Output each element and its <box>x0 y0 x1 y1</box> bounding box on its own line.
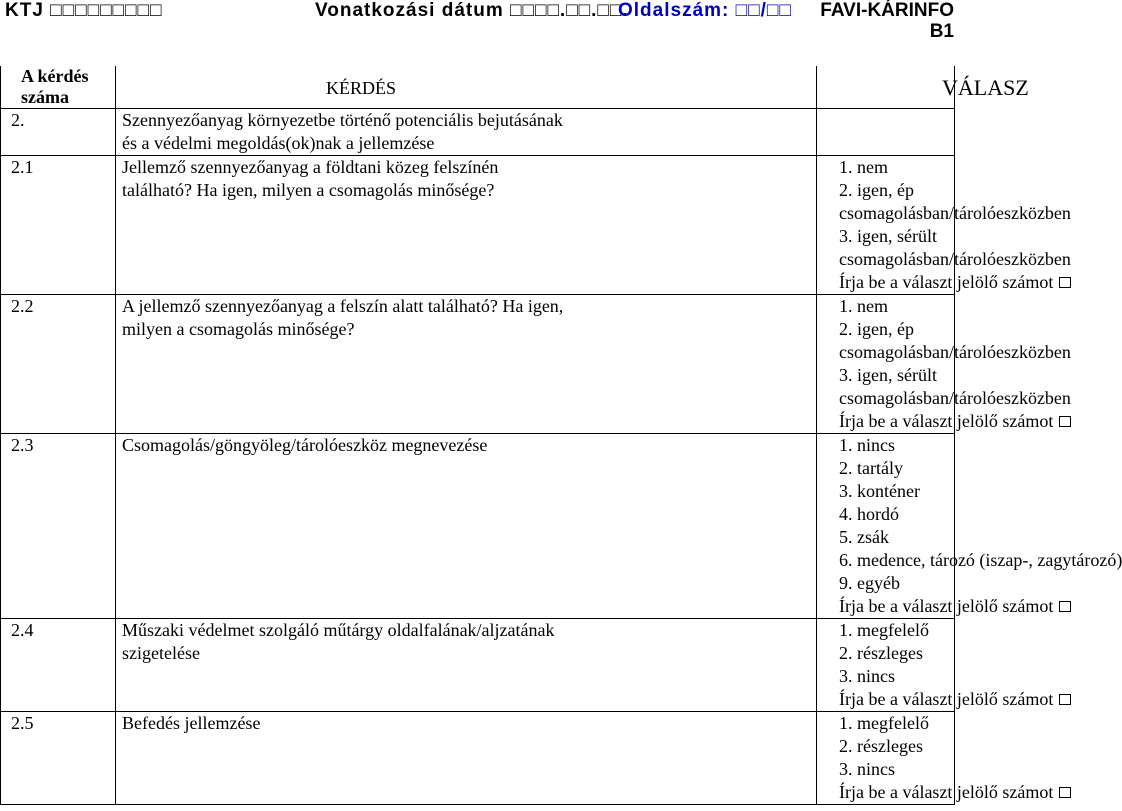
answer-prompt: Írja be a választ jelölő számot <box>839 595 954 618</box>
page-header <box>0 0 960 66</box>
answer-checkbox[interactable] <box>1059 277 1071 288</box>
answer-option: 3. nincs <box>839 759 895 779</box>
table-row <box>1 712 955 805</box>
question-number: 2. <box>1 109 116 156</box>
column-header-number: A kérdés száma <box>1 66 116 109</box>
table-row <box>1 295 955 434</box>
ktj-field: KTJ □□□□□□□□□ <box>5 0 163 21</box>
question-text: Befedés jellemzése <box>116 712 817 805</box>
answer-option: 2. tartály <box>839 458 903 478</box>
answer-checkbox[interactable] <box>1059 601 1071 612</box>
answer-option: 2. részleges <box>839 643 923 663</box>
answer-checkbox[interactable] <box>1059 694 1071 705</box>
question-text: A jellemző szennyezőanyag a felszín alatt található? Ha igen, milyen a csomagolás minősége? <box>116 295 817 434</box>
answer-cell <box>817 109 955 156</box>
table-row <box>1 156 955 295</box>
table-header-row <box>1 66 955 109</box>
answer-cell <box>817 712 1054 805</box>
answer-option: 3. igen, sérült <box>839 365 937 385</box>
answer-cell <box>817 434 1122 619</box>
answer-option: csomagolásban/tárolóeszközben <box>839 388 1071 408</box>
question-text: Szennyezőanyag környezetbe történő potenciális bejutásának és a védelmi megoldás(ok)nak a jellemzése <box>116 109 817 156</box>
column-header-answer: VÁLASZ <box>817 66 955 109</box>
answer-cell <box>817 619 1054 712</box>
answer-option: 1. nem <box>839 296 888 316</box>
answer-prompt: Írja be a választ jelölő számot <box>839 410 954 433</box>
answer-option: 1. megfelelő <box>839 713 929 733</box>
answer-option: 3. konténer <box>839 481 920 501</box>
answer-prompt: Írja be a választ jelölő számot <box>839 271 954 294</box>
reference-date-field: Vonatkozási dátum □□□□.□□.□□. <box>315 0 629 21</box>
answer-option: 2. részleges <box>839 736 923 756</box>
answer-option: csomagolásban/tárolóeszközben <box>839 342 1071 362</box>
question-number: 2.1 <box>1 156 116 295</box>
answer-option: 1. nincs <box>839 435 895 455</box>
column-header-question: KÉRDÉS <box>116 66 817 109</box>
question-text: Csomagolás/göngyöleg/tárolóeszköz megnevezése <box>116 434 817 619</box>
answer-prompt: Írja be a választ jelölő számot <box>839 688 954 711</box>
answer-checkbox[interactable] <box>1059 787 1071 798</box>
page-number-field: Oldalszám: □□/□□ <box>618 0 792 21</box>
answer-option: csomagolásban/tárolóeszközben <box>839 203 1071 223</box>
answer-option: 1. megfelelő <box>839 620 929 640</box>
form-code: FAVI-KÁRINFO B1 <box>820 0 954 42</box>
answer-option: 9. egyéb <box>839 573 900 593</box>
answer-option: 5. zsák <box>839 527 889 547</box>
answer-option: 1. nem <box>839 157 888 177</box>
question-number: 2.3 <box>1 434 116 619</box>
answer-prompt: Írja be a választ jelölő számot <box>839 781 954 804</box>
answer-option: csomagolásban/tárolóeszközben <box>839 249 1071 269</box>
answer-option: 6. medence, tározó (iszap-, zagytározó) <box>839 550 1122 570</box>
answer-option: 3. nincs <box>839 666 895 686</box>
answer-cell <box>817 295 1071 434</box>
question-text: Műszaki védelmet szolgáló műtárgy oldalfalának/aljzatának szigetelése <box>116 619 817 712</box>
answer-cell <box>817 156 1071 295</box>
question-number: 2.5 <box>1 712 116 805</box>
questionnaire-table <box>0 66 1122 805</box>
table-row <box>1 109 955 156</box>
answer-option: 3. igen, sérült <box>839 226 937 246</box>
table-row <box>1 434 955 619</box>
table-row <box>1 619 955 712</box>
question-text: Jellemző szennyezőanyag a földtani közeg felszínén található? Ha igen, milyen a csomagolás minősége? <box>116 156 817 295</box>
question-number: 2.2 <box>1 295 116 434</box>
answer-checkbox[interactable] <box>1059 416 1071 427</box>
question-number: 2.4 <box>1 619 116 712</box>
answer-option: 4. hordó <box>839 504 899 524</box>
answer-option: 2. igen, ép <box>839 319 914 339</box>
answer-option: 2. igen, ép <box>839 180 914 200</box>
